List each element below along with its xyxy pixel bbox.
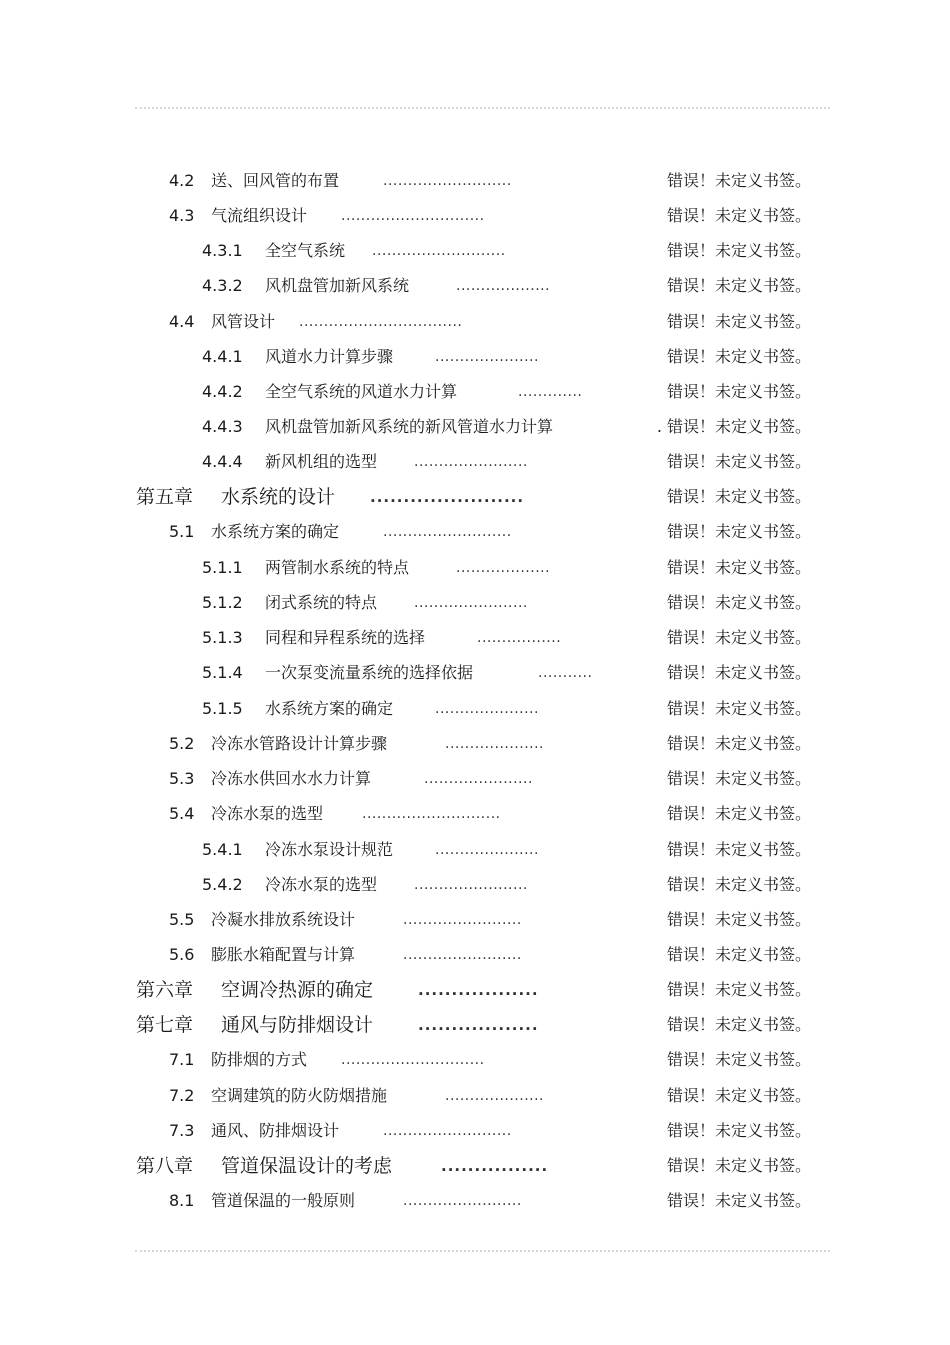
toc-entry: [0, 553, 950, 583]
toc-entry: [0, 1186, 950, 1216]
toc-entry-page-ref: 错误！未定义书签。: [666, 699, 811, 718]
toc-entry-number: 4.2: [169, 171, 195, 190]
toc-entry-page-ref: . 错误！未定义书签。: [656, 417, 811, 436]
toc-entry: [0, 236, 950, 266]
toc-entry-page-ref: 错误！未定义书签。: [666, 522, 811, 541]
toc-entry-leader-dots: ...................: [456, 560, 551, 576]
toc-entry-title: 闭式系统的特点: [265, 593, 378, 612]
toc-entry: [0, 412, 950, 442]
toc-entry: [0, 694, 950, 724]
toc-entry-title: 气流组织设计: [211, 206, 308, 225]
toc-entry-page-ref: 错误！未定义书签。: [666, 593, 811, 612]
toc-entry-number: 4.4.4: [202, 452, 243, 471]
toc-entry-number: 4.4.2: [202, 382, 243, 401]
toc-entry-title: 防排烟的方式: [211, 1050, 308, 1069]
toc-entry-page-ref: 错误！未定义书签。: [666, 1050, 811, 1069]
footer-rule: [135, 1250, 830, 1252]
toc-entry-number: 7.1: [169, 1050, 195, 1069]
toc-entry-title: 全空气系统的风道水力计算: [265, 382, 458, 401]
toc-entry: [0, 201, 950, 231]
toc-entry-title: 冷冻水供回水水力计算: [211, 769, 372, 788]
toc-entry-leader-dots: ..................: [418, 1016, 539, 1034]
toc-entry-number: 5.1: [169, 522, 195, 541]
toc-entry-title: 全空气系统: [265, 241, 346, 260]
toc-entry-number: 4.3: [169, 206, 195, 225]
toc-entry: [0, 482, 950, 512]
toc-entry-leader-dots: ..........................: [383, 1123, 512, 1139]
toc-entry-page-ref: 错误！未定义书签。: [666, 347, 811, 366]
toc-entry-title: 冷冻水管路设计计算步骤: [211, 734, 388, 753]
toc-entry-title: 送、回风管的布置: [211, 171, 340, 190]
toc-entry-number: 第八章: [136, 1155, 194, 1177]
toc-entry-leader-dots: .................: [477, 630, 562, 646]
toc-entry-number: 5.5: [169, 910, 195, 929]
toc-entry: [0, 377, 950, 407]
toc-entry-leader-dots: ..........................: [383, 173, 512, 189]
toc-entry-title: 风管设计: [211, 312, 276, 331]
toc-entry-page-ref: 错误！未定义书签。: [666, 276, 811, 295]
toc-entry: [0, 271, 950, 301]
toc-entry-page-ref: 错误！未定义书签。: [666, 1015, 811, 1034]
toc-entry-leader-dots: ...........: [538, 665, 593, 681]
toc-entry: [0, 166, 950, 196]
toc-entry-page-ref: 错误！未定义书签。: [666, 206, 811, 225]
toc-entry: [0, 342, 950, 372]
toc-entry-number: 5.4.2: [202, 875, 243, 894]
toc-entry: [0, 870, 950, 900]
toc-entry-number: 8.1: [169, 1191, 195, 1210]
toc-entry-page-ref: 错误！未定义书签。: [666, 875, 811, 894]
toc-entry-number: 4.3.1: [202, 241, 243, 260]
toc-entry-title: 通风、防排烟设计: [211, 1121, 340, 1140]
toc-entry-page-ref: 错误！未定义书签。: [666, 1086, 811, 1105]
toc-entry-number: 5.1.4: [202, 663, 243, 682]
toc-entry: [0, 1116, 950, 1146]
toc-entry: [0, 623, 950, 653]
toc-entry-page-ref: 错误！未定义书签。: [666, 241, 811, 260]
toc-entry-leader-dots: .....................: [435, 842, 539, 858]
toc-entry: [0, 517, 950, 547]
toc-entry: [0, 764, 950, 794]
toc-entry-leader-dots: ........................: [403, 947, 522, 963]
toc-entry-title: 通风与防排烟设计: [221, 1014, 374, 1036]
toc-entry-number: 7.2: [169, 1086, 195, 1105]
toc-entry-leader-dots: ........................: [403, 1193, 522, 1209]
toc-entry-title: 管道保温设计的考虑: [221, 1155, 393, 1177]
toc-entry-page-ref: 错误！未定义书签。: [666, 910, 811, 929]
toc-entry-page-ref: 错误！未定义书签。: [666, 769, 811, 788]
toc-entry-page-ref: 错误！未定义书签。: [666, 382, 811, 401]
toc-entry-leader-dots: .......................: [414, 595, 528, 611]
toc-entry-title: 水系统方案的确定: [211, 522, 340, 541]
toc-entry-leader-dots: .....................: [435, 701, 539, 717]
toc-entry-page-ref: 错误！未定义书签。: [666, 1191, 811, 1210]
toc-entry-title: 风机盘管加新风系统的新风管道水力计算: [265, 417, 554, 436]
toc-entry-page-ref: 错误！未定义书签。: [666, 945, 811, 964]
toc-entry-leader-dots: ....................: [445, 1088, 545, 1104]
toc-entry: [0, 1045, 950, 1075]
toc-entry-leader-dots: .............................: [341, 1052, 485, 1068]
toc-entry-leader-dots: ..........................: [383, 524, 512, 540]
toc-entry-number: 5.1.3: [202, 628, 243, 647]
toc-entry-number: 5.6: [169, 945, 195, 964]
toc-entry: [0, 1010, 950, 1040]
toc-entry-title: 一次泵变流量系统的选择依据: [265, 663, 474, 682]
toc-entry-leader-dots: .................................: [299, 314, 463, 330]
toc-entry-title: 风机盘管加新风系统: [265, 276, 410, 295]
toc-entry: [0, 940, 950, 970]
toc-entry-title: 膨胀水箱配置与计算: [211, 945, 356, 964]
toc-entry-number: 第五章: [136, 486, 194, 508]
toc-entry-number: 7.3: [169, 1121, 195, 1140]
toc-entry: [0, 1151, 950, 1181]
toc-entry-title: 两管制水系统的特点: [265, 558, 410, 577]
toc-entry-title: 空调建筑的防火防烟措施: [211, 1086, 388, 1105]
toc-entry: [0, 658, 950, 688]
toc-entry-title: 水系统的设计: [221, 486, 336, 508]
toc-entry: [0, 835, 950, 865]
toc-entry-page-ref: 错误！未定义书签。: [666, 734, 811, 753]
toc-entry-number: 4.4: [169, 312, 195, 331]
toc-entry-number: 4.4.3: [202, 417, 243, 436]
toc-entry-leader-dots: ............................: [362, 806, 501, 822]
toc-entry-page-ref: 错误！未定义书签。: [666, 1121, 811, 1140]
toc-entry-title: 冷冻水泵设计规范: [265, 840, 394, 859]
toc-entry-page-ref: 错误！未定义书签。: [666, 452, 811, 471]
toc-entry-page-ref: 错误！未定义书签。: [666, 804, 811, 823]
toc-entry: [0, 447, 950, 477]
toc-entry-leader-dots: ........................: [403, 912, 522, 928]
toc-entry-leader-dots: .............: [518, 384, 583, 400]
toc-entry-number: 5.1.2: [202, 593, 243, 612]
toc-entry-leader-dots: ....................: [445, 736, 545, 752]
toc-entry-title: 冷冻水泵的选型: [211, 804, 324, 823]
toc-entry-leader-dots: .......................: [414, 454, 528, 470]
toc-entry-number: 5.1.5: [202, 699, 243, 718]
toc-entry-number: 4.3.2: [202, 276, 243, 295]
toc-entry-title: 冷冻水泵的选型: [265, 875, 378, 894]
toc-entry-number: 5.2: [169, 734, 195, 753]
toc-entry-number: 第七章: [136, 1014, 194, 1036]
toc-entry-leader-dots: ................: [441, 1157, 549, 1175]
toc-entry-page-ref: 错误！未定义书签。: [666, 980, 811, 999]
toc-entry-page-ref: 错误！未定义书签。: [666, 558, 811, 577]
toc-entry: [0, 588, 950, 618]
toc-entry: [0, 307, 950, 337]
toc-entry-number: 4.4.1: [202, 347, 243, 366]
toc-entry: [0, 905, 950, 935]
toc-entry: [0, 975, 950, 1005]
toc-entry-number: 5.3: [169, 769, 195, 788]
toc-entry-title: 新风机组的选型: [265, 452, 378, 471]
toc-entry-leader-dots: ...................: [456, 278, 551, 294]
toc-entry-number: 5.4: [169, 804, 195, 823]
toc-entry-page-ref: 错误！未定义书签。: [666, 1156, 811, 1175]
toc-entry: [0, 1081, 950, 1111]
toc-entry-leader-dots: .............................: [341, 208, 485, 224]
toc-entry-page-ref: 错误！未定义书签。: [666, 840, 811, 859]
toc-entry-number: 5.4.1: [202, 840, 243, 859]
toc-entry: [0, 799, 950, 829]
toc-entry-leader-dots: .....................: [435, 349, 539, 365]
toc-entry-leader-dots: ......................: [424, 771, 533, 787]
toc-entry: [0, 729, 950, 759]
toc-entry-title: 风道水力计算步骤: [265, 347, 394, 366]
toc-entry-leader-dots: ..................: [418, 981, 539, 999]
toc-entry-page-ref: 错误！未定义书签。: [666, 171, 811, 190]
toc-entry-leader-dots: .......................: [414, 877, 528, 893]
toc-entry-leader-dots: ...........................: [372, 243, 506, 259]
toc-entry-page-ref: 错误！未定义书签。: [666, 663, 811, 682]
toc-entry-title: 管道保温的一般原则: [211, 1191, 356, 1210]
toc-entry-page-ref: 错误！未定义书签。: [666, 312, 811, 331]
toc-entry-title: 水系统方案的确定: [265, 699, 394, 718]
toc-entry-number: 5.1.1: [202, 558, 243, 577]
toc-entry-title: 空调冷热源的确定: [221, 979, 374, 1001]
toc-entry-page-ref: 错误！未定义书签。: [666, 487, 811, 506]
toc-entry-page-ref: 错误！未定义书签。: [666, 628, 811, 647]
toc-entry-number: 第六章: [136, 979, 194, 1001]
toc-entry-title: 同程和异程系统的选择: [265, 628, 426, 647]
toc-entry-title: 冷凝水排放系统设计: [211, 910, 356, 929]
toc-entry-leader-dots: .......................: [370, 488, 525, 506]
